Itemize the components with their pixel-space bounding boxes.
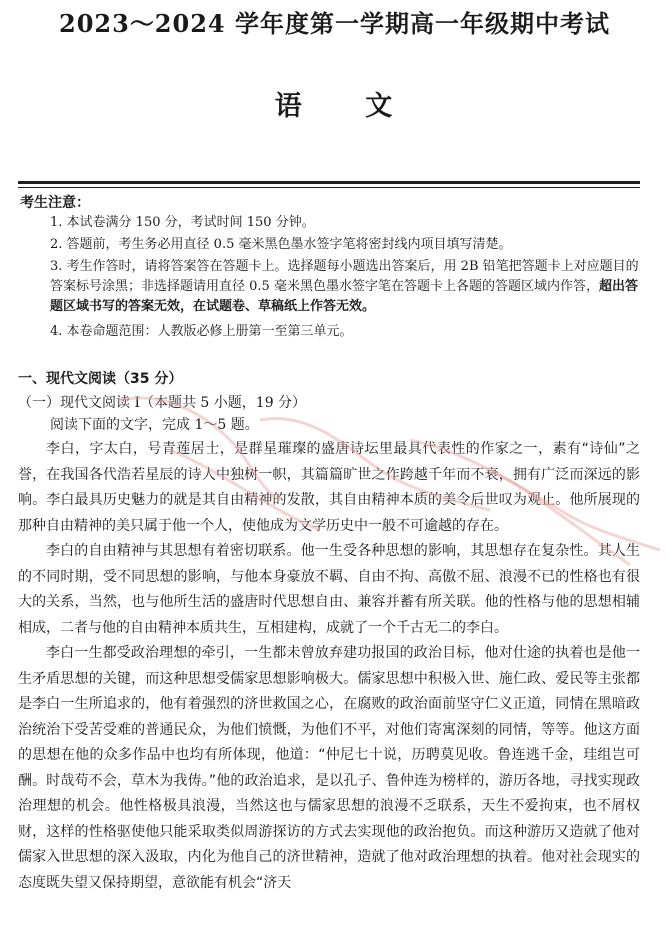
passage-paragraph-1: 李白，字太白，号青莲居士，是群星璀璨的盛唐诗坛里最具代表性的作家之一，素有“诗仙”之誉，在我国各代浩若星辰的诗人中独树一帜，其篇篇旷世之作跨越千年而不衰，拥有广泛而深远的影响。李白最具历史魅力的就是其自由精神的发散，其自由精神本质的美令后世叹为观止。他所展现的那种自由精神的美只属于他一个人，使他成为文学历史中一般不可逾越的存在。 xyxy=(18,441,640,534)
passage-paragraph-3: 李白一生都受政治理想的牵引，一生都未曾放弃建功报国的政治目标，他对仕途的执着也是他一生矛盾思想的关键，而这种思想受儒家思想影响极大。儒家思想中积极入世、施仁政、爱民等主张都是李白一生所追求的，他有着强烈的济世救国之心，在腐败的政治面前坚守仁义正道，同情在黑暗政治统治下受苦受难的普通民众，为他们愤慨，为他们不平，对他们寄寓深刻的同情，等等。他这方面的思想在他的众多作品中也均有所体现，他道：“仲尼七十说，历聘莫见收。鲁连逃千金，珪组岂可酬。时哉苟不会，草木为我俦。”他的政治追求，是以孔子、鲁仲连为榜样的，游历各地，寻找实现政治理想的机会。他性格极具浪漫，当然这也与儒家思想的浪漫不乏联系，天生不爱拘束，也不屑权财，这样的性格驱使他只能采取类似周游探访的方式去实现他的政治抱负。而这种游历又造就了他对儒家入世思想的深入汲取，内化为他自己的济世精神，造就了他对政治理想的执着。他对社会现实的态度既失望又保持期望，意欲能有机会“济天 xyxy=(18,645,640,891)
notice-item-4: 4. 本卷命题范围：人教版必修上册第一至第三单元。 xyxy=(50,324,353,339)
notice-item-3-text: 3. 考生作答时，请将答案答在答题卡上。选择题每小题选出答案后，用 2B 铅笔把答题卡上对应题目的答案标号涂黑；非选择题请用直径 0.5 毫米黑色墨水签字笔在答题卡上各题的答题区域内作答， xyxy=(50,259,639,294)
notice-item-3 xyxy=(50,257,640,317)
reading-instruction: 阅读下面的文字，完成 1～5 题。 xyxy=(50,417,259,433)
divider-thick xyxy=(18,181,640,184)
exam-title: 2023～2024 学年度第一学期高一年级期中考试 xyxy=(59,9,610,38)
reading-passage xyxy=(18,437,640,896)
notice-item-3-bold: 超出答题区域书写的答案无效，在试题卷、草稿纸上作答无效。 xyxy=(50,279,638,314)
section-subheading: （一）现代文阅读 Ⅰ（本题共 5 小题，19 分） xyxy=(18,395,307,411)
notice-item-2: 2. 答题前，考生务必用直径 0.5 毫米黑色墨水签字笔将密封线内项目填写清楚。 xyxy=(50,237,512,252)
notice-heading: 考生注意： xyxy=(20,195,90,211)
notice-item-1: 1. 本试卷满分 150 分，考试时间 150 分钟。 xyxy=(50,215,315,230)
passage-paragraph-2: 李白的自由精神与其思想有着密切联系。他一生受各种思想的影响，其思想存在复杂性。其人生的不同时期，受不同思想的影响，与他本身豪放不羁、自由不拘、高傲不屈、浪漫不已的性格也有很大的关系，当然，也与他所生活的盛唐时代思想自由、兼容并蓄有所关联。他的性格与他的思想相辅相成，二者与他的自由精神本质共生，互相建构，成就了一个千古无二的李白。 xyxy=(18,543,640,636)
section-heading: 一、现代文阅读（35 分） xyxy=(18,371,183,387)
subject-title: 语 文 xyxy=(274,91,395,122)
divider-thin xyxy=(18,187,640,188)
